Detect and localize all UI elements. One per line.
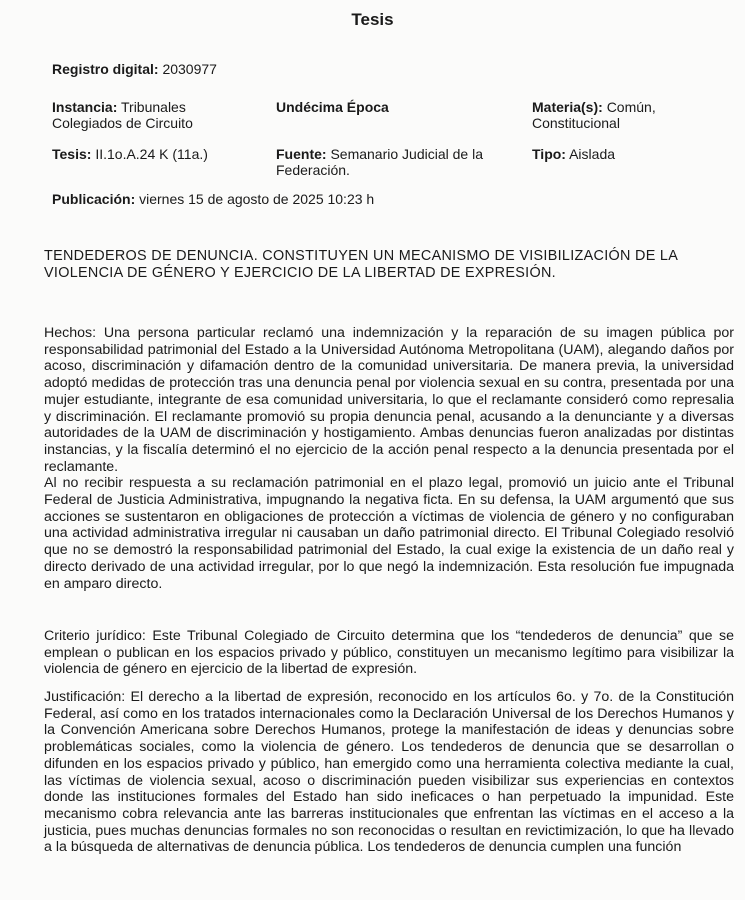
registro-label: Registro digital: [52,61,159,77]
tipo-value: Aislada [569,146,616,162]
tipo [532,146,615,162]
hechos-paragraph [44,325,734,592]
instancia-label: Instancia: [52,99,118,115]
publicacion [52,191,374,207]
tesis-label: Tesis: [52,146,92,162]
criterio-paragraph: Criterio jurídico: Este Tribunal Colegiado de Circuito determina que los “tendederos de denuncia” que se emplean o publican en los espacios privado y público, constituyen un mecanismo legítimo para visibilizar la violencia de género en ejercicio de la libertad de expresión. [44,628,734,678]
tesis-value: II.1o.A.24 K (11a.) [95,146,208,162]
instancia-value: Tribunales Colegiados de Circuito [52,99,193,131]
hechos-text-1: Hechos: Una persona particular reclamó una indemnización y la reparación de su imagen pública por responsabilidad patrimonial del Estado a la Universidad Autónoma Metropolitana (UAM), alegando daños por acoso, discriminación y difamación dentro de la comunidad universitaria. De manera previa, la universidad adoptó medidas de protección tras una denuncia penal por violencia sexual en su contra, presentada por una mujer estudiante, integrante de esa comunidad universitaria, lo que el reclamante consideró como represalia y discriminación. El reclamante promovió su propia denuncia penal, acusando a la denunciante y a diversas autoridades de la UAM de discriminación y hostigamiento. Ambas denuncias fueron analizadas por distintas instancias, y la fiscalía determinó el no ejercicio de la acción penal respecto a la denuncia presentada por el reclamante. [44,325,734,475]
publicacion-value: viernes 15 de agosto de 2025 10:23 h [139,191,375,207]
fuente-value: Semanario Judicial de la Federación. [276,146,483,178]
thesis-heading: TENDEDEROS DE DENUNCIA. CONSTITUYEN UN MECANISMO DE VISIBILIZACIÓN DE LA VIOLENCIA DE GÉNERO Y EJERCICIO DE LA LIBERTAD DE EXPRESIÓN. [44,248,678,281]
epoca [276,99,389,115]
materia-label: Materia(s): [532,99,603,115]
registro-digital [52,61,217,77]
registro-value: 2030977 [162,61,217,77]
fuente [276,146,521,178]
epoca-value: Undécima Época [276,99,389,115]
tesis-number [52,146,208,162]
hechos-text-2: Al no recibir respuesta a su reclamación patrimonial en el plazo legal, promovió un juicio ante el Tribunal Federal de Justicia Administrativa, impugnando la negativa ficta. En su defensa, la UAM argumentó que sus acciones se sustentaron en obligaciones de protección a víctimas de violencia de género y no configuraban una actividad administrativa irregular ni causaban un daño patrimonial directo. El Tribunal Colegiado resolvió que no se demostró la responsabilidad patrimonial del Estado, la cual exige la existencia de un daño real y directo derivado de una actividad irregular, por lo que negó la indemnización. Esta resolución fue impugnada en amparo directo. [44,475,734,592]
instancia [52,99,252,131]
materia [532,99,732,131]
fuente-label: Fuente: [276,146,327,162]
publicacion-label: Publicación: [52,191,136,207]
document-title: Tesis [351,10,394,29]
justificacion-paragraph: Justificación: El derecho a la libertad de expresión, reconocido en los artículos 6o. y 7o. de la Constitución Federal, así como en los tratados internacionales como la Declaración Universal de los Derechos Humanos y la Convención Americana sobre Derechos Humanos, protege la manifestación de ideas y denuncias sobre problemáticas sociales, como la violencia de género. Los tendederos de denuncia que se desarrollan o difunden en los espacios privado y público, han emergido como una herramienta colectiva mediante la cual, las víctimas de violencia sexual, acoso o discriminación pueden visibilizar sus experiencias en contextos donde las instituciones formales del Estado han sido ineficaces o han perpetuado la impunidad. Este mecanismo cobra relevancia ante las barreras institucionales que enfrentan las víctimas en el acceso a la justicia, pues muchas denuncias formales no son reconocidas o resultan en revictimización, lo que ha llevado a la búsqueda de alternativas de denuncia pública. Los tendederos de denuncia cumplen una función [44,689,734,856]
materia-value: Común, Constitucional [532,99,656,131]
tipo-label: Tipo: [532,146,566,162]
